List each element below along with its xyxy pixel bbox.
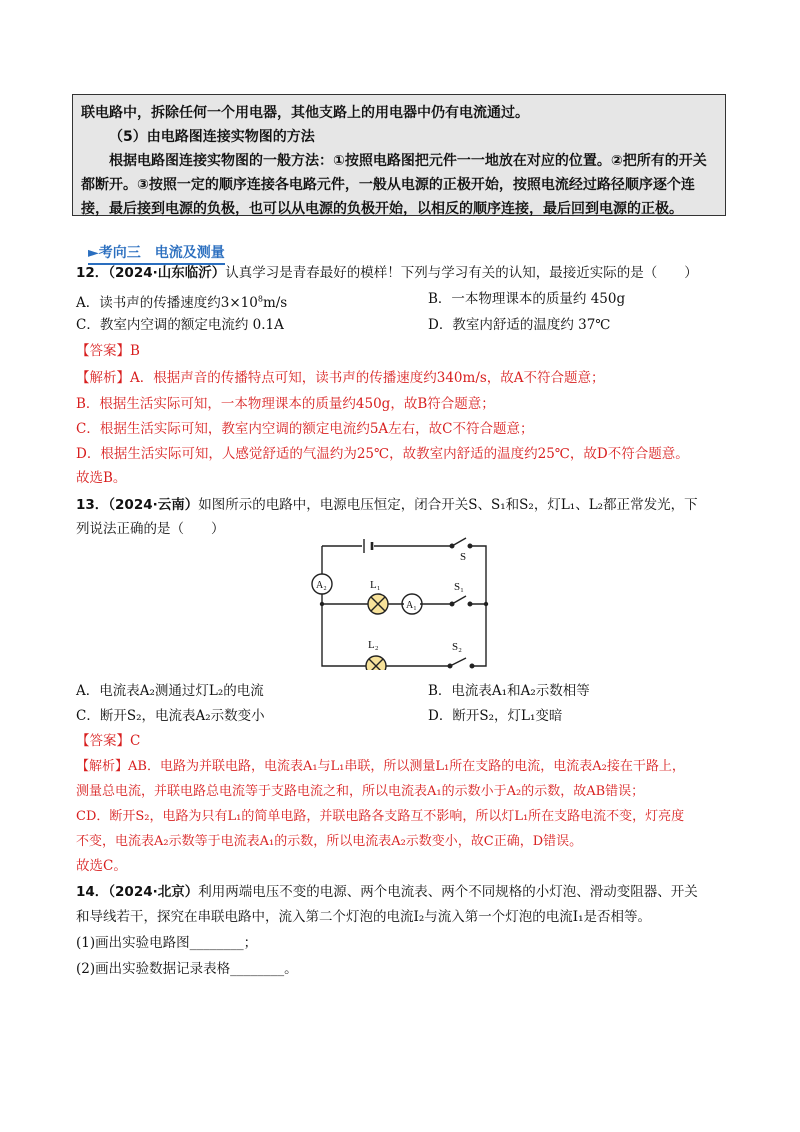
q13-options-cd xyxy=(76,705,726,727)
summary-heading: （5）由电路图连接实物图的方法 xyxy=(109,129,315,145)
q12-explanation: C．根据生活实际可知，教室内空调的额定电流约5A左右，故C不符合题意； xyxy=(76,421,534,437)
summary-line: 根据电路图连接实物图的一般方法：①按照电路图把元件一一地放在对应的位置。②把所有的开关 xyxy=(109,153,707,169)
label-a1: A₁ xyxy=(406,600,417,611)
switch-s-contact xyxy=(468,544,472,548)
q14-part-1: (1)画出实验电路图________； xyxy=(76,935,258,951)
q12-explanation: B．根据生活实际可知，一本物理课本的质量约450g，故B符合题意； xyxy=(76,396,495,412)
q12-option-a: A．读书声的传播速度约$3\times 10^8m/s$ xyxy=(76,294,288,311)
lamp-l2 xyxy=(366,656,386,670)
label-a2: A₂ xyxy=(316,580,327,591)
q13-explanation: 故选C。 xyxy=(76,858,127,874)
switch-s1-blade xyxy=(452,596,466,604)
q14-part-2: (2)画出实验数据记录表格________。 xyxy=(76,961,298,977)
summary-line: 接，最后接到电源的负极，也可以从电源的负极开始，以相反的顺序连接，最后回到电源的正极。 xyxy=(81,201,683,217)
q13-stem-2: 列说法正确的是（ ） xyxy=(76,521,225,537)
label-l1: L₁ xyxy=(370,579,381,591)
switch-s1-contact xyxy=(468,602,472,606)
junction-dot xyxy=(320,602,324,606)
q13-option-b: B．电流表A₁和A₂示数相等 xyxy=(428,683,590,699)
q12-stem xyxy=(76,262,698,284)
q13-explanation: CD．断开S₂，电路为只有L₁的简单电路，并联电路各支路互不影响，所以灯L₁所在支路电流不变，灯亮度 xyxy=(76,809,685,824)
q13-stem xyxy=(76,494,698,516)
q14-stem xyxy=(76,881,698,903)
switch-s2-contact xyxy=(470,664,474,668)
circuit-diagram xyxy=(300,536,500,670)
label-l2: L₂ xyxy=(368,639,379,651)
q12-explanation: 【解析】A．根据声音的传播特点可知，读书声的传播速度约340m/s，故A不符合题意； xyxy=(76,370,605,386)
q14-text: 利用两端电压不变的电源、两个电流表、两个不同规格的小灯泡、滑动变阻器、开关 xyxy=(198,884,698,900)
q12-number: 12．（2024·山东临沂） xyxy=(76,265,226,281)
q12-option-d: D．教室内舒适的温度约 37℃ xyxy=(428,317,611,333)
switch-s2-blade xyxy=(450,658,466,666)
q12-answer: 【答案】B xyxy=(76,343,140,359)
summary-line: 都断开。③按照一定的顺序连接各电路元件，一般从电源的正极开始，按照电流经过路径顺序逐个连 xyxy=(81,177,695,193)
q14-number: 14．（2024·北京） xyxy=(76,884,199,900)
q13-options-ab xyxy=(76,680,726,702)
q14-stem-2: 和导线若干，探究在串联电路中，流入第二个灯泡的电流I₂与流入第一个灯泡的电流I₁是否相等。 xyxy=(76,909,651,925)
q12-explanation: 故选B。 xyxy=(76,470,127,486)
section-title: ►考向三 电流及测量 xyxy=(88,242,225,265)
switch-s-blade xyxy=(452,538,466,546)
q12-option-b: B．一本物理课本的质量约 450g xyxy=(428,291,626,307)
q13-number: 13．（2024·云南） xyxy=(76,497,199,513)
q12-options-ab xyxy=(76,288,726,314)
q13-explanation: 【解析】AB．电路为并联电路，电流表A₁与L₁串联，所以测量L₁所在支路的电流，电流表A₂接在干路上， xyxy=(76,759,685,774)
q12-explanation: D．根据生活实际可知，人感觉舒适的气温约为25℃，故教室内舒适的温度约25℃，故D不符合题意。 xyxy=(76,446,689,462)
q12-options-cd xyxy=(76,314,726,336)
label-s1: S₁ xyxy=(454,581,464,593)
q13-option-c: C．断开S₂，电流表A₂示数变小 xyxy=(76,708,265,724)
q13-option-a: A．电流表A₂测通过灯L₂的电流 xyxy=(76,683,264,699)
q13-option-d: D．断开S₂，灯L₁变暗 xyxy=(428,708,563,724)
label-s2: S₂ xyxy=(452,641,462,653)
q12-text: 认真学习是青春最好的模样！下列与学习有关的认知，最接近实际的是（ ） xyxy=(225,265,698,281)
q12-option-c: C．教室内空调的额定电流约 0.1A xyxy=(76,317,284,333)
q13-answer: 【答案】C xyxy=(76,733,141,749)
q13-explanation: 不变，电流表A₂示数等于电流表A₁的示数，所以电流表A₂示数变小，故C正确，D错误。 xyxy=(76,834,583,849)
q13-text: 如图所示的电路中，电源电压恒定，闭合开关S、S₁和S₂，灯L₁、L₂都正常发光，下 xyxy=(198,497,698,513)
label-s: S xyxy=(460,551,467,563)
summary-box xyxy=(72,94,726,216)
junction-dot xyxy=(484,602,488,606)
summary-line: 联电路中，拆除任何一个用电器，其他支路上的用电器中仍有电流通过。 xyxy=(81,105,529,121)
q13-explanation: 测量总电流，并联电路总电流等于支路电流之和，所以电流表A₁的示数小于A₂的示数，故AB错误； xyxy=(76,784,645,799)
